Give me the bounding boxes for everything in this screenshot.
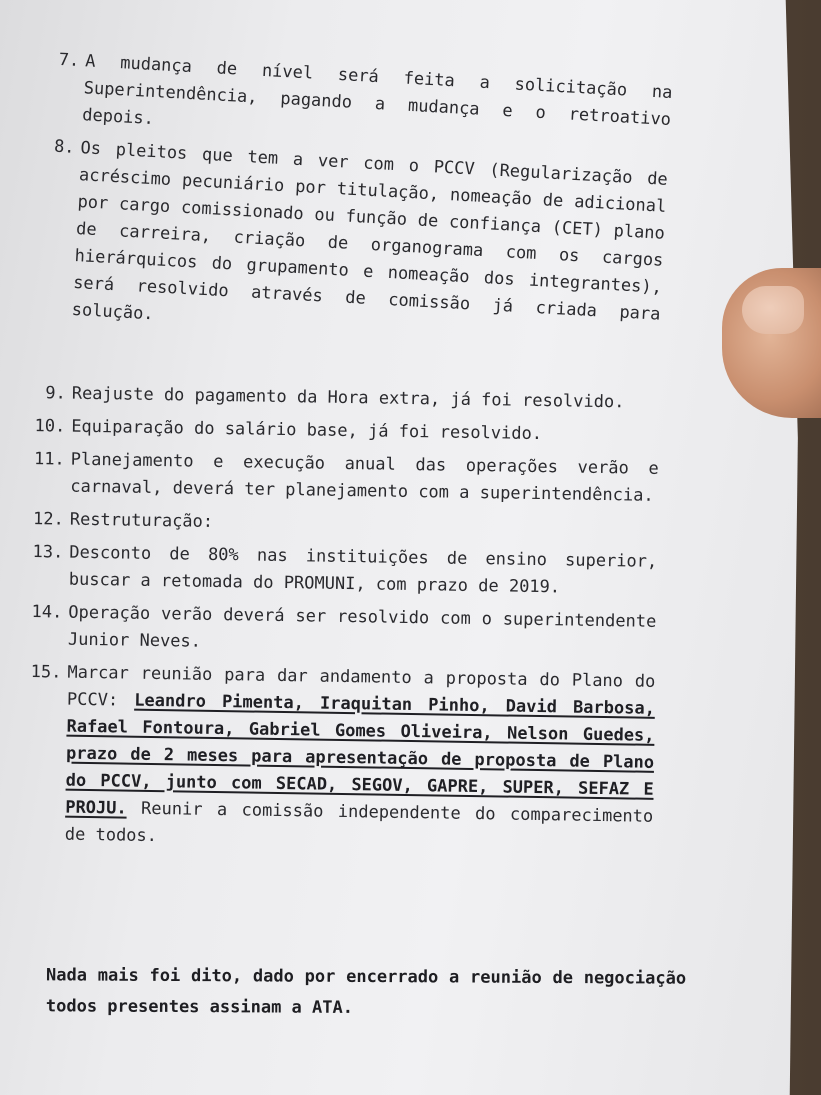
item-number: 13. [32,542,64,563]
list-item [29,413,659,450]
item-number: 10. [34,416,66,437]
item-text: Equiparação do salário base, já foi resolvido. [71,416,543,445]
list-item [28,506,658,543]
item-text: Desconto de 80% nas instituições de ensino superior, buscar a retomada do PROMUNI, com prazo de 2019. [68,542,658,598]
list-item-15 [23,659,656,858]
list-item [26,599,657,663]
item-text: Os pleitos que tem a ver com o PCCV (Regularização de acréscimo pecuniário por titulação, nomeação de adicional por cargo comissionado ou função de confiança (CET) plano de carreira, criação de organograma com os cargos hierárquicos do grupamento e nomeação dos integrantes), será resolvido através de comissão já criada para solução. [71,138,669,325]
item-text: Reajuste do pagamento da Hora extra, já foi resolvido. [71,383,625,413]
item-text: Restruturação: [69,509,214,532]
thumb-nail [742,286,804,334]
list-item [28,446,659,510]
item-number: 11. [33,449,65,470]
item-number: 12. [32,509,64,530]
item-text [65,660,656,858]
item-number: 7. [58,49,80,71]
document-body-lower [23,380,660,864]
item-number: 14. [31,602,63,623]
document-body-upper [29,46,673,362]
item-number: 9. [45,383,66,404]
item-15-underlined-names: Leandro Pimenta, Iraquitan Pinho, David Barbosa, Rafael Fontoura, Gabriel Gomes Oliveira, Nelson Guedes, prazo de 2 meses para apresentação de proposta de Plano do PCCV, junto com SECAD, SEGOV, GAPRE, SUPER, SEFAZ E PROJU. [65,690,656,819]
item-15-tail: Reunir a comissão independente do comparecimento de todos. [64,798,654,847]
item-text: Operação verão deverá ser resolvido com o superintendente Junior Neves. [67,602,657,652]
list-item [27,539,658,603]
item-15-intro: Marcar reunião para dar andamento a proposta do Plano do PCCV: [66,662,656,711]
list-item [29,133,668,356]
item-number: 8. [53,136,76,158]
item-number: 15. [30,662,62,683]
closing-paragraph: Nada mais foi dito, dado por encerrado a reunião de negociação todos presentes assinam a ATA. [45,965,687,1018]
item-text: A mudança de nível será feita a solicitação na Superintendência, pagando a mudança e o retroativo depois. [81,51,673,130]
item-text: Planejamento e execução anual das operações verão e carnaval, deverá ter planejamento com a superintendência. [70,449,659,506]
